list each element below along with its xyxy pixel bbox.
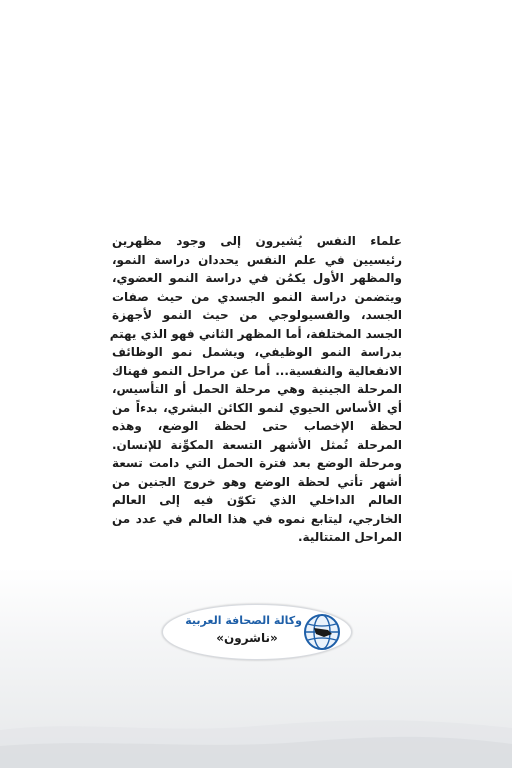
text-line: الخارجي، ليتابع نموه في هذا العالم في عدد من — [112, 511, 402, 526]
text-line: أي الأساس الحيوي لنمو الكائن البشري، بدءاً من — [112, 400, 402, 415]
text-line: العالم الداخلي الذي تكوّن فيه إلى العالم — [112, 493, 402, 507]
text-line: بدراسة النمو الوظيفي، ويشمل نمو الوظائف — [112, 345, 402, 359]
text-line: الجسد المختلفة، أما المظهر الثاني فهو الذي يهتم — [109, 326, 402, 341]
text-line: علماء النفس يُشيرون إلى وجود مظهرين — [112, 234, 402, 248]
text-line: رئيسيين في علم النفس يحددان دراسة النمو، — [112, 252, 402, 267]
publisher-logo — [162, 604, 352, 660]
globe-icon — [302, 612, 342, 652]
text-line: ويتضمن دراسة النمو الجسدي من حيث صفات — [112, 289, 402, 304]
text-line: المراحل المتتالية. — [298, 530, 402, 544]
text-line: المرحلة تُمثل الأشهر التسعة المكوِّنة للإنسان. — [112, 437, 402, 452]
body-text — [109, 232, 402, 547]
text-line: لحظة الإخصاب حتى لحظة الوضع، وهذه — [112, 419, 402, 433]
text-line: أشهر تأتي لحظة الوضع وهو خروج الجنين من — [112, 474, 402, 489]
text-line: والمظهر الأول يكمُن في دراسة النمو العضوي، — [112, 271, 402, 285]
text-line: الجسد، والفسيولوجي من حيث النمو لأجهزة — [112, 308, 402, 322]
text-line: الانفعالية والنفسية... أما عن مراحل النمو فهناك — [112, 363, 402, 378]
horizon-background — [0, 690, 512, 768]
publisher-name: وكالة الصحافة العربية — [185, 614, 302, 627]
text-line: المرحلة الجينية وهي مرحلة الحمل أو التأسيس، — [112, 382, 402, 396]
text-line: ومرحلة الوضع بعد فترة الحمل التي دامت تسعة — [112, 456, 402, 470]
publisher-subtitle: «ناشرون» — [216, 631, 278, 645]
